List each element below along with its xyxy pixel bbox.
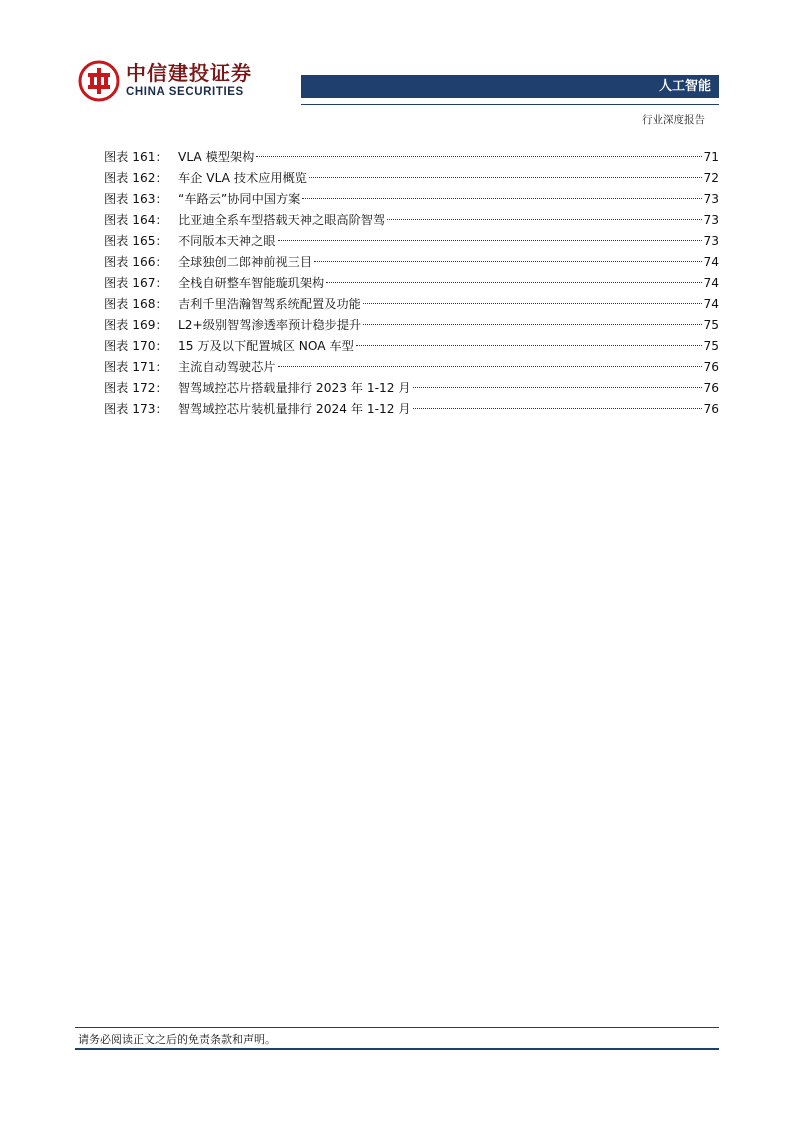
citic-logo-icon — [78, 60, 120, 102]
toc-entry-title: 比亚迪全系车型搭载天神之眼高阶智驾 — [178, 213, 386, 227]
toc-entry-label: 图表 172： — [104, 381, 168, 395]
toc-entry-title: L2+级别智驾渗透率预计稳步提升 — [178, 318, 362, 332]
toc-entry-leader — [413, 387, 703, 388]
toc-entry-label: 图表 165： — [104, 234, 168, 248]
logo-chinese-name: 中信建投证券 — [126, 61, 252, 85]
toc-entry-page: 76 — [703, 402, 719, 416]
toc-entry-leader — [278, 240, 703, 241]
toc-entry-label: 图表 164： — [104, 213, 168, 227]
company-logo — [78, 60, 318, 104]
toc-entry-title: 主流自动驾驶芯片 — [178, 360, 276, 374]
toc-entry[interactable] — [104, 399, 719, 420]
toc-entry-leader — [309, 177, 702, 178]
toc-entry-label: 图表 162： — [104, 171, 168, 185]
toc-entry[interactable] — [104, 315, 719, 336]
toc-entry-page: 73 — [703, 192, 719, 206]
toc-entry[interactable] — [104, 147, 719, 168]
toc-entry[interactable] — [104, 231, 719, 252]
footer-divider-bottom — [75, 1048, 719, 1050]
toc-entry-label: 图表 170： — [104, 339, 168, 353]
toc-entry-leader — [256, 156, 702, 157]
logo-english-name: CHINA SECURITIES — [126, 86, 244, 98]
toc-entry[interactable] — [104, 189, 719, 210]
toc-entry-label: 图表 167： — [104, 276, 168, 290]
toc-entry-leader — [363, 303, 703, 304]
toc-entry-page: 72 — [703, 171, 719, 185]
toc-entry[interactable] — [104, 357, 719, 378]
toc-entry-title: 全球独创二郎神前视三目 — [178, 255, 313, 269]
figure-index-list — [104, 147, 719, 420]
toc-entry-page: 75 — [703, 339, 719, 353]
toc-entry-leader — [314, 261, 702, 262]
toc-entry-title: 15 万及以下配置城区 NOA 车型 — [178, 339, 354, 353]
toc-entry-label: 图表 169： — [104, 318, 168, 332]
toc-entry-title: 智驾域控芯片搭载量排行 2023 年 1-12 月 — [178, 381, 411, 395]
toc-entry-page: 73 — [703, 213, 719, 227]
toc-entry[interactable] — [104, 252, 719, 273]
toc-entry-page: 76 — [703, 381, 719, 395]
toc-entry[interactable] — [104, 336, 719, 357]
toc-entry-leader — [326, 282, 702, 283]
toc-entry-title: 吉利千里浩瀚智驾系统配置及功能 — [178, 297, 361, 311]
toc-entry-label: 图表 173： — [104, 402, 168, 416]
toc-entry-title: 不同版本天神之眼 — [178, 234, 276, 248]
toc-entry-label: 图表 166： — [104, 255, 168, 269]
header-divider — [301, 104, 719, 105]
toc-entry-title: 全栈自研整车智能璇玑架构 — [178, 276, 325, 290]
toc-entry-leader — [413, 408, 703, 409]
report-type: 行业深度报告 — [642, 114, 705, 126]
toc-entry-leader — [363, 324, 702, 325]
toc-entry-title: VLA 模型架构 — [178, 150, 255, 164]
toc-entry[interactable] — [104, 378, 719, 399]
footer-disclaimer: 请务必阅读正文之后的免责条款和声明。 — [78, 1033, 276, 1046]
toc-entry-label: 图表 171： — [104, 360, 168, 374]
toc-entry-page: 73 — [703, 234, 719, 248]
toc-entry-page: 74 — [703, 276, 719, 290]
toc-entry-leader — [356, 345, 703, 346]
header-bar — [301, 75, 719, 98]
toc-entry-label: 图表 161： — [104, 150, 168, 164]
section-title: 人工智能 — [658, 79, 711, 94]
toc-entry-leader — [278, 366, 703, 367]
toc-entry[interactable] — [104, 210, 719, 231]
toc-entry-page: 74 — [703, 255, 719, 269]
toc-entry-leader — [302, 198, 702, 199]
toc-entry-label: 图表 168： — [104, 297, 168, 311]
toc-entry-title: “车路云”协同中国方案 — [178, 192, 301, 206]
toc-entry-page: 74 — [703, 297, 719, 311]
toc-entry-label: 图表 163： — [104, 192, 168, 206]
toc-entry-page: 75 — [703, 318, 719, 332]
toc-entry[interactable] — [104, 294, 719, 315]
toc-entry-page: 76 — [703, 360, 719, 374]
toc-entry-page: 71 — [703, 150, 719, 164]
toc-entry-leader — [387, 219, 702, 220]
toc-entry[interactable] — [104, 273, 719, 294]
toc-entry-title: 智驾域控芯片装机量排行 2024 年 1-12 月 — [178, 402, 411, 416]
toc-entry-title: 车企 VLA 技术应用概览 — [178, 171, 307, 185]
toc-entry[interactable] — [104, 168, 719, 189]
footer-divider-top — [75, 1027, 719, 1028]
